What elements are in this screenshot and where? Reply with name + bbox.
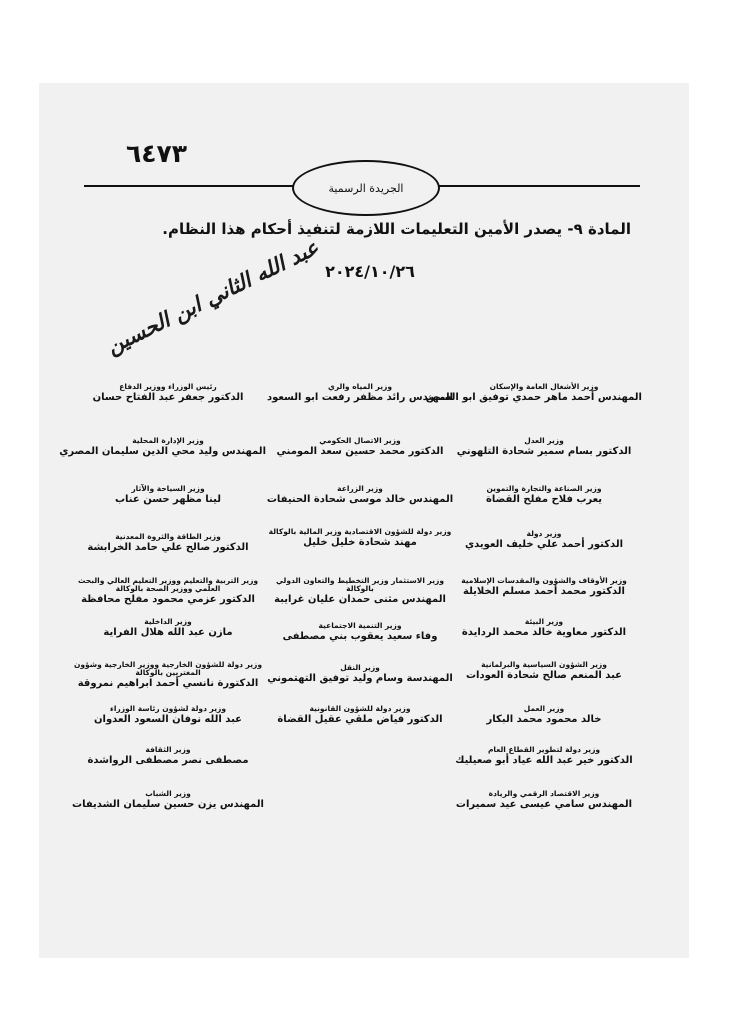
minister-role: وزير الاستثمار وزير التخطيط والتعاون الدولي بالوكالة: [275, 576, 445, 593]
minister-block-public-works: [425, 382, 642, 403]
minister-block-investment: [262, 577, 458, 605]
minister-name: الدكتور جعفر عبد الفتاح حسان: [92, 391, 244, 403]
minister-role: وزير الأشغال العامة والإسكان: [489, 382, 599, 391]
minister-role: وزير الاتصال الحكومي: [319, 436, 401, 445]
minister-role: وزير الزراعة: [337, 484, 383, 493]
minister-name: المهندس وليد محي الدين سليمان المصري: [59, 445, 266, 457]
minister-block-economic-affairs: [262, 528, 458, 548]
minister-name: المهندس رائد مظفر رفعت ابو السعود: [266, 391, 453, 403]
minister-block-energy: [70, 533, 266, 553]
minister-name: المهندس يزن حسين سليمان الشديفات: [72, 798, 264, 810]
minister-role: وزير دولة للشؤون الخارجية ووزير الخارجية وشؤون المغتربين بالوكالة: [73, 660, 263, 677]
minister-name: المهندسة وسام وليد توفيق التهتموني: [267, 672, 453, 684]
minister-name: مهند شحادة خليل خليل: [303, 536, 417, 548]
minister-name: المهندس أحمد ماهر حمدي توفيق ابو السمن: [425, 391, 642, 403]
minister-block-state: [446, 530, 642, 550]
minister-role: وزير دولة للشؤون الاقتصادية وزير المالية بالوكالة: [268, 527, 452, 536]
minister-name: مازن عبد الله هلال الفراية: [103, 626, 233, 638]
minister-role: وزير الأوقاف والشؤون والمقدسات الإسلامية: [461, 576, 627, 585]
minister-name: الدكتور معاوية خالد محمد الردايدة: [461, 626, 627, 638]
minister-role: وزير العمل: [523, 704, 565, 713]
minister-name: خالد محمود محمد البكار: [486, 713, 602, 725]
minister-name: الدكتور فياض ملقي عقيل القضاة: [277, 713, 443, 725]
minister-block-labour: [446, 705, 642, 725]
minister-role: وزير الإدارة المحلية: [132, 436, 204, 445]
minister-block-public-sector: [446, 746, 642, 766]
minister-name: المهندس خالد موسى شحادة الحنيفات: [266, 493, 454, 505]
minister-block-social-development: [262, 622, 458, 642]
minister-block-prime-minister: [70, 383, 266, 403]
page-number: ٦٤٧٣: [126, 139, 188, 168]
minister-role: وزير الثقافة: [145, 745, 191, 754]
minister-block-foreign-affairs: [70, 661, 266, 689]
minister-block-justice: [446, 437, 642, 457]
minister-name: مصطفى نصر مصطفى الرواشدة: [87, 754, 249, 766]
minister-block-local-admin: [59, 436, 266, 457]
minister-name: الدكتور أحمد علي خليف العويدي: [464, 538, 624, 550]
minister-role: وزير دولة للشؤون القانونية: [309, 704, 411, 713]
minister-name: الدكتور محمد أحمد مسلم الخلايلة: [463, 585, 625, 597]
minister-role: وزير الداخلية: [144, 617, 192, 626]
minister-role: وزير التنمية الاجتماعية: [318, 621, 402, 630]
article-9-text: المادة ٩- يصدر الأمين التعليمات اللازمة لتنفيذ أحكام هذا النظام.: [162, 220, 631, 238]
minister-block-awqaf: [446, 577, 642, 597]
issue-date: ٢٠٢٤/١٠/٢٦: [325, 262, 415, 281]
minister-name: وفاء سعيد يعقوب بني مصطفى: [282, 630, 438, 642]
minister-block-tourism: [70, 485, 266, 505]
minister-name: الدكتور عزمي محمود مفلح محافظة: [81, 593, 255, 605]
minister-name: لينا مظهر حسن عناب: [115, 493, 221, 505]
minister-name: الدكتور محمد حسين سعد المومني: [276, 445, 444, 457]
minister-name: المهندس مثنى حمدان عليان غرايبة: [274, 593, 446, 605]
minister-block-political-affairs: [446, 661, 642, 681]
minister-name: عبد الله نوفان السعود العدوان: [94, 713, 242, 725]
minister-block-digital-economy: [446, 790, 642, 810]
gazette-title: الجريدة الرسمية: [328, 181, 404, 195]
minister-role: وزير دولة: [526, 529, 562, 538]
minister-role: وزير المياه والري: [328, 382, 392, 391]
minister-name: عبد المنعم صالح شحادة العودات: [466, 669, 622, 681]
gazette-header-oval: [292, 160, 440, 216]
minister-block-transport: [262, 664, 458, 684]
minister-name: المهندس سامي عيسى عيد سميرات: [455, 798, 633, 810]
minister-role: وزير النقل: [340, 663, 380, 672]
minister-name: الدكتورة نانسي أحمد ابراهيم نمروقة: [77, 677, 259, 689]
minister-name: يعرب فلاح مفلح القضاة: [485, 493, 603, 505]
minister-role: وزير التربية والتعليم ووزير التعليم العالي والبحث العلمي ووزير الصحة بالوكالة: [77, 576, 259, 593]
minister-block-agriculture: [262, 485, 458, 505]
king-signature: عبد الله الثاني ابن الحسين: [102, 234, 323, 359]
minister-role: وزير البيئة: [524, 617, 564, 626]
minister-block-youth: [70, 790, 266, 810]
minister-role: وزير الشؤون السياسية والبرلمانية: [481, 660, 607, 669]
minister-role: رئيس الوزراء ووزير الدفاع: [119, 382, 217, 391]
minister-block-environment: [446, 618, 642, 638]
minister-block-interior: [70, 618, 266, 638]
minister-name: الدكتور صالح علي حامد الخرابشة: [87, 541, 249, 553]
minister-name: الدكتور خير عبد الله عياد أبو صعيليك: [455, 754, 633, 766]
minister-block-pm-affairs: [70, 705, 266, 725]
minister-role: وزير الشباب: [145, 789, 191, 798]
minister-name: الدكتور بسام سمير شحادة التلهوني: [456, 445, 632, 457]
minister-role: وزير العدل: [524, 436, 564, 445]
minister-role: وزير الطاقة والثروة المعدنية: [115, 532, 221, 541]
minister-role: وزير السياحة والآثار: [131, 484, 205, 493]
minister-block-education: [70, 577, 266, 605]
minister-role: وزير دولة لتطوير القطاع العام: [487, 745, 601, 754]
minister-block-gov-communication: [262, 437, 458, 457]
minister-role: وزير دولة لشؤون رئاسة الوزراء: [110, 704, 226, 713]
minister-role: وزير الاقتصاد الرقمي والريادة: [488, 789, 600, 798]
minister-role: وزير الصناعة والتجارة والتموين: [486, 484, 602, 493]
minister-block-industry: [446, 485, 642, 505]
minister-block-legal-affairs: [262, 705, 458, 725]
minister-block-culture: [70, 746, 266, 766]
